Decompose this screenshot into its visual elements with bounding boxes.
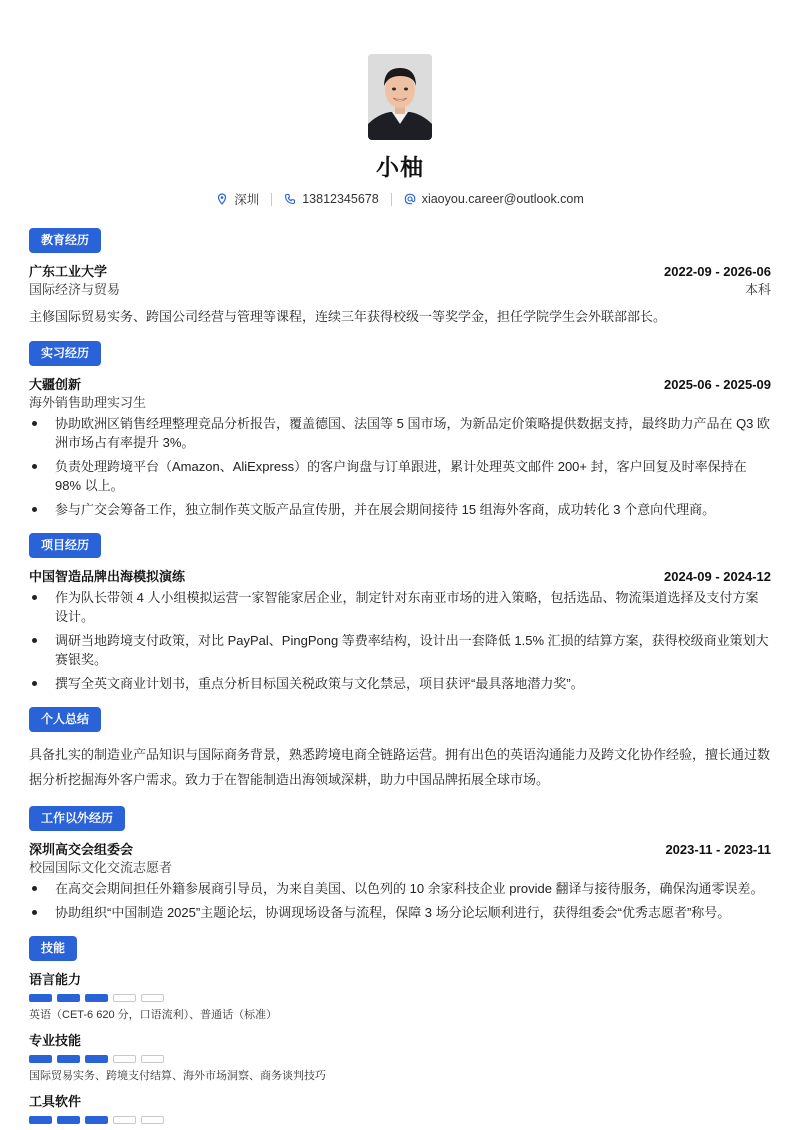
other-experience-entry [29, 841, 771, 922]
skill-level-empty [141, 1055, 164, 1063]
location-pin-icon [216, 193, 228, 205]
skill-level-filled [85, 1055, 108, 1063]
contact-divider [391, 193, 392, 206]
list-item: 协助欧洲区销售经理整理竞品分析报告，覆盖德国、法国等 5 国市场，为新品定价策略提供数据支持，最终助力产品在 Q3 欧洲市场占有率提升 3%。 [55, 416, 771, 450]
project-dates: 2024-09 - 2024-12 [664, 569, 771, 584]
skill-level-filled [29, 1116, 52, 1124]
section-badge-summary: 个人总结 [29, 707, 101, 732]
skill-item [29, 1093, 771, 1124]
project-entry [29, 568, 771, 693]
skill-level-filled [85, 1116, 108, 1124]
skill-level-empty [113, 994, 136, 1002]
list-item: 撰写全英文商业计划书，重点分析目标国关税政策与文化禁忌，项目获评“最具落地潜力奖”。 [55, 674, 771, 693]
internship-bullets [29, 414, 771, 519]
summary-text: 具备扎实的制造业产品知识与国际商务背景，熟悉跨境电商全链路运营。拥有出色的英语沟通能力及跨文化协作经验，擅长通过数据分析挖掘海外客户需求。致力于在智能制造出海领域深耕，助力中国品牌拓展全球市场。 [29, 747, 771, 787]
skill-level-filled [57, 1055, 80, 1063]
location-item [216, 190, 259, 208]
skill-title: 工具软件 [29, 1094, 82, 1109]
skills-list [29, 971, 771, 1124]
section-badge-skills: 技能 [29, 936, 77, 961]
skill-level-filled [29, 994, 52, 1002]
section-badge-internship: 实习经历 [29, 341, 101, 366]
skill-level-empty [141, 1116, 164, 1124]
internship-dates: 2025-06 - 2025-09 [664, 377, 771, 392]
company-name: 大疆创新 [29, 377, 82, 392]
section-badge-other: 工作以外经历 [29, 806, 125, 831]
location-text: 深圳 [234, 193, 260, 207]
education-section [29, 228, 771, 327]
project-bullets [29, 588, 771, 693]
other-bullets [29, 879, 771, 922]
education-entry [29, 263, 771, 327]
skill-level-filled [57, 994, 80, 1002]
resume-header [29, 0, 771, 208]
skill-level-filled [85, 994, 108, 1002]
section-badge-education: 教育经历 [29, 228, 101, 253]
email-item[interactable] [404, 192, 584, 206]
summary-section [29, 707, 771, 792]
section-badge-project: 项目经历 [29, 533, 101, 558]
skill-level-empty [113, 1055, 136, 1063]
skill-title: 专业技能 [29, 1033, 82, 1048]
list-item: 作为队长带领 4 人小组模拟运营一家智能家居企业，制定针对东南亚市场的进入策略，包括选品、物流渠道选择及支付方案设计。 [55, 588, 771, 626]
project-name: 中国智造品牌出海模拟演练 [29, 569, 186, 584]
skill-item [29, 1032, 771, 1083]
internship-section [29, 341, 771, 519]
list-item: 协助组织“中国制造 2025”主题论坛，协调现场设备与流程，保障 3 场分论坛顺利进行，获得组委会“优秀志愿者”称号。 [55, 903, 771, 922]
list-item: 负责处理跨境平台（Amazon、AliExpress）的客户询盘与订单跟进，累计处理英文邮件 200+ 封，客户回复及时率保持在 98% 以上。 [55, 457, 771, 495]
skill-level-bars [29, 1055, 771, 1063]
project-section [29, 533, 771, 693]
skill-level-bars [29, 994, 771, 1002]
major: 国际经济与贸易 [29, 282, 121, 297]
skill-level-empty [141, 994, 164, 1002]
education-dates: 2022-09 - 2026-06 [664, 264, 771, 279]
skill-description: 英语（CET-6 620 分，口语流利）、普通话（标准） [29, 1009, 278, 1021]
skill-item [29, 971, 771, 1022]
phone-icon [284, 193, 296, 205]
skill-level-filled [57, 1116, 80, 1124]
email-at-icon [404, 193, 416, 205]
skill-title: 语言能力 [29, 972, 82, 987]
list-item: 参与广交会筹备工作，独立制作英文版产品宣传册，并在展会期间接待 15 组海外客商，成功转化 3 个意向代理商。 [55, 500, 771, 519]
phone-item [284, 192, 378, 206]
list-item: 在高交会期间担任外籍参展商引导员，为来自美国、以色列的 10 余家科技企业 provide 翻译与接待服务，确保沟通零误差。 [55, 879, 771, 898]
phone-text: 13812345678 [302, 192, 379, 206]
list-item: 调研当地跨境支付政策，对比 PayPal、PingPong 等费率结构，设计出一套降低 1.5% 汇损的结算方案，获得校级商业策划大赛银奖。 [55, 631, 771, 669]
other-role: 校园国际文化交流志愿者 [29, 860, 173, 875]
candidate-name: 小柚 [376, 154, 424, 180]
skill-level-empty [113, 1116, 136, 1124]
org-name: 深圳高交会组委会 [29, 842, 134, 857]
degree: 本科 [744, 282, 771, 297]
education-description: 主修国际贸易实务、跨国公司经营与管理等课程，连续三年获得校级一等奖学金，担任学院学生会外联部部长。 [29, 309, 667, 324]
contact-divider [271, 193, 272, 206]
other-experience-section [29, 806, 771, 922]
internship-entry [29, 376, 771, 519]
skill-level-filled [29, 1055, 52, 1063]
internship-role: 海外销售助理实习生 [29, 395, 147, 410]
other-dates: 2023-11 - 2023-11 [665, 842, 771, 857]
contact-info [29, 190, 771, 208]
skill-level-bars [29, 1116, 771, 1124]
profile-photo [368, 54, 432, 140]
email-text[interactable]: xiaoyou.career@outlook.com [421, 192, 584, 206]
school-name: 广东工业大学 [29, 264, 108, 279]
skills-section [29, 936, 771, 1124]
skill-description: 国际贸易实务、跨境支付结算、海外市场洞察、商务谈判技巧 [29, 1070, 326, 1082]
